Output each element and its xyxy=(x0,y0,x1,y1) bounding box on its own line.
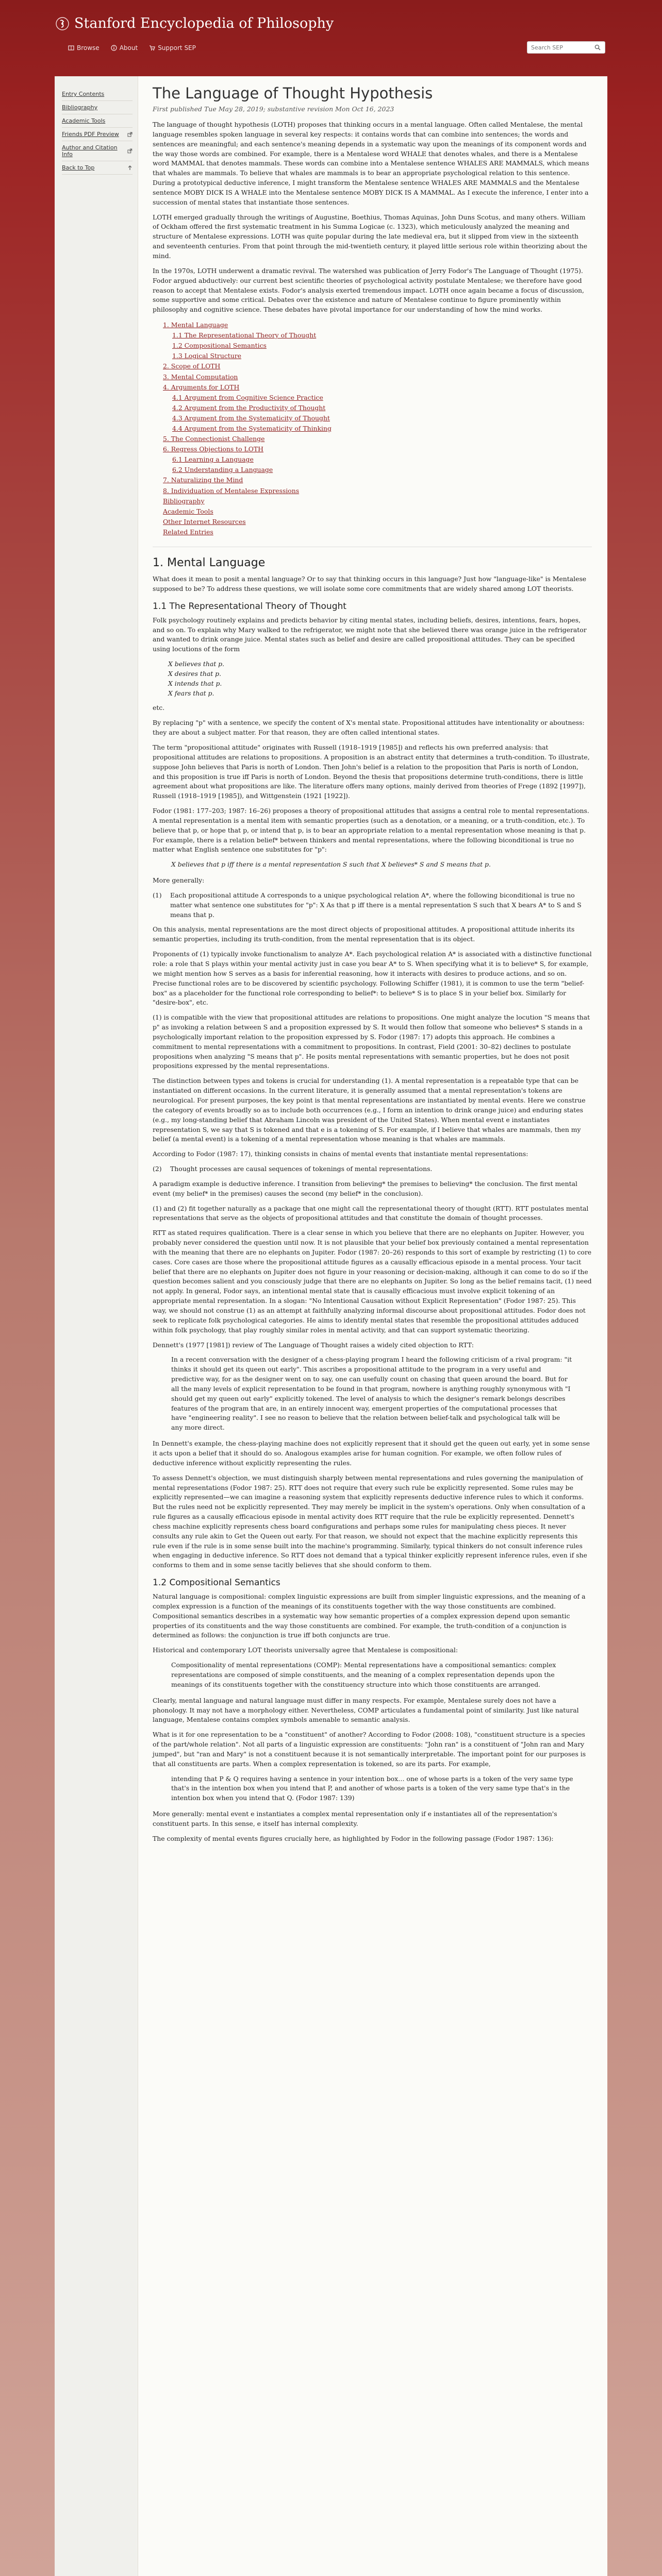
body-paragraph: By replacing "p" with a sentence, we specify the content of X's mental state. Propositional attitudes have intentionality or aboutness: they are about a subject matter. For that reason, they are often called intentional states. xyxy=(153,719,585,737)
toc-link[interactable]: 1.2 Compositional Semantics xyxy=(172,342,267,350)
attitude-item: X desires that p. xyxy=(168,669,222,677)
sidebar-item-citation-info[interactable] xyxy=(62,141,133,161)
article-main xyxy=(153,82,592,1849)
block-quote: intending that P & Q requires having a sentence in your intention box… one of whose parts is a token of the very same type that's in the intention box when you intend that P, and another of whose parts is a token of the very same type that's in the intention box when you intend that Q. (Fodor 1987: 139) xyxy=(171,1774,573,1802)
toc-link[interactable]: Academic Tools xyxy=(163,507,213,515)
nav-about[interactable] xyxy=(111,44,138,52)
site-title: Stanford Encyclopedia of Philosophy xyxy=(74,15,334,31)
block-quote: In a recent conversation with the designer of a chess-playing program I heard the following criticism of a rival program: "it thinks it should get its queen out early". This ascribes a propositional attitude to the program in a very useful and predictive way, for as the designer went on to say, one can usefully count on chasing that queen around the board. But for all the many levels of explicit representation to be found in that program, nowhere is anything roughly synonymous with "I should get my queen out early" explicitly tokened. The level of analysis to which the designer's remark belongs describes features of the program that are, in an entirely innocent way, emergent properties of the computational processes that have "engineering reality". I see no reason to believe that the relation between belief-talk and psychological talk will be any more direct. xyxy=(171,1355,572,1432)
external-link-icon xyxy=(127,132,133,137)
preamble-paragraph: The language of thought hypothesis (LOTH) proposes that thinking occurs in a mental language. Often called Mentalese, the mental language resembles spoken language in several key respects: it contains words that can combine into sentences; the words and sentences are meaningful; and each sentence's meaning depends in a systematic way upon the meanings of its component words and the way those words are combined. For example, there is a Mentalese word WHALE that denotes whales, and there is a Mentalese word MAMMAL that denotes mammals. These words can combine into a Mentalese sentence WHALES ARE MAMMALS, which means that whales are mammals. To believe that whales are mammals is to bear an appropriate psychological relation to this sentence. During a prototypical deductive inference, I might transform the Mentalese sentence WHALES ARE MAMMALS and the Mentalese sentence MOBY DICK IS A WHALE into the Mentalese sentence MOBY DICK IS A MAMMAL. As I execute the inference, I enter into a succession of mental states that instantiate those sentences. xyxy=(153,121,589,206)
nav-support-label: Support SEP xyxy=(158,44,196,52)
sidebar-item-entry-contents[interactable] xyxy=(62,88,133,101)
sidebar-item-label: Back to Top xyxy=(62,164,95,171)
sidebar-item-pdf-preview[interactable] xyxy=(62,128,133,141)
body-paragraph: Proponents of (1) typically invoke functionalism to analyze A*. Each psychological relation A* is associated with a distinctive functional role: a role that S plays within your mental activity just in case you bear A* to S. When specifying what it is to believe* S, for example, we might mention how S serves as a basis for inferential reasoning, how it interacts with desires to produce actions, and so on. Precise functional roles are to be discovered by scientific psychology. Following Schiffer (1981), it is common to use the term "belief-box" as a placeholder for the functional role corresponding to belief*: to believe* S is to place S in your belief box. Similarly for "desire-box", etc. xyxy=(153,950,592,1007)
sidebar-item-label: Entry Contents xyxy=(62,91,105,97)
body-paragraph: Clearly, mental language and natural language must differ in many respects. For example, Mentalese surely does not have a phonology. It may not have a morphology either. Nevertheless, COMP articulates a fundamental point of similarity. Just like natural language, Mentalese contains complex symbols amenable to semantic analysis. xyxy=(153,1696,579,1724)
body-paragraph: Natural language is compositional: complex linguistic expressions are built from simpler linguistic expressions, and the meaning of a complex expression is a function of the meanings of its constituents together with the way those constituents are combined. Compositional semantics describes in a systematic way how semantic properties of a complex expression depend upon semantic properties of its constituents and the way those constituents are combined. For example, the truth-condition of a conjunction is determined as follows: the conjunction is true iff both conjuncts are true. xyxy=(153,1592,586,1639)
body-paragraph: Historical and contemporary LOT theorists universally agree that Mentalese is compositional: xyxy=(153,1646,458,1654)
block-quote: Compositionality of mental representations (COMP): Mental representations have a compositional semantics: complex representations are composed of simple constituents, and the meaning of a complex representation depends upon the meanings of its constituents together with the constituency structure into which those constituents are arranged. xyxy=(171,1661,556,1688)
search-icon xyxy=(594,44,601,50)
toc-link[interactable]: 7. Naturalizing the Mind xyxy=(163,476,243,484)
toc-link[interactable]: 1.3 Logical Structure xyxy=(172,352,241,360)
toc-link[interactable]: 6. Regress Objections to LOTH xyxy=(163,445,263,453)
body-paragraph: Dennett's (1977 [1981]) review of The Language of Thought raises a widely cited objection to RTT: xyxy=(153,1341,474,1349)
body-paragraph: To assess Dennett's objection, we must distinguish sharply between mental representations and rules governing the manipulation of mental representations (Fodor 1987: 25). RTT does not require that every such rule be explicitly represented. Some rules may be explicitly represented—we can imagine a reasoning system that explicitly represents deductive inference rules to which it conforms. But the rules need not be explicitly represented. They may merely be implicit in the system's operations. Only when consultation of a rule figures as a causally efficacious episode in mental activity does RTT require that the rule be explicitly represented. Dennett's chess machine explicitly represents chess board configurations and perhaps some rules for manipulating chess pieces. It never consults any rule akin to Get the Queen out early. For that reason, we should not expect that the machine explicitly represents this rule even if the rule is in some sense built into the machine's programming. Similarly, typical thinkers do not consult inference rules when engaging in deductive inference. So RTT does not demand that a typical thinker explicitly represent inference rules, even if she conforms to them and in some sense tacitly believes that she should conform to them. xyxy=(153,1473,587,1569)
toc-link[interactable]: 1. Mental Language xyxy=(163,321,228,329)
thesis-number: (1) xyxy=(153,891,162,899)
info-icon xyxy=(111,45,117,51)
toc-link[interactable]: 1.1 The Representational Theory of Thought xyxy=(172,331,317,340)
body-paragraph: What is it for one representation to be a "constituent" of another? According to Fodor (2008: 108), "constituent structure is a species of the part/whole relation". Not all parts of a linguistic expression are constituents: "John ran" is a constituent of "John ran and Mary jumped", but "ran and Mary" is not a constituent because it is not semantically interpretable. The important point for our purposes is that all constituents are parts. When a complex representation is tokened, so are its parts. For example, xyxy=(153,1731,586,1768)
toc-link[interactable]: Related Entries xyxy=(163,528,213,536)
sidebar-item-academic-tools[interactable] xyxy=(62,114,133,128)
body-paragraph: More generally: xyxy=(153,876,205,885)
subsection-heading: 1.2 Compositional Semantics xyxy=(153,1578,280,1588)
site-logo[interactable] xyxy=(56,15,334,31)
body-paragraph: More generally: mental event e instantiates a complex mental representation only if e instantiates all of the representation's constituent parts. In this sense, e itself has internal complexity. xyxy=(153,1810,557,1827)
up-arrow-icon xyxy=(127,165,133,171)
body-paragraph: Folk psychology routinely explains and predicts behavior by citing mental states, including beliefs, desires, intentions, fears, hopes, and so on. To explain why Mary walked to the refrigerator, we might note that she believed there was orange juice in the refrigerator and wanted to drink orange juice. Mental states such as belief and desire are called propositional attitudes. They can be specified using locutions of the form xyxy=(153,616,587,653)
block-quote: X believes that p iff there is a mental representation S such that X believes* S and S means that p. xyxy=(171,860,491,869)
content-card xyxy=(55,76,607,2576)
toc-link[interactable]: 8. Individuation of Mentalese Expressions xyxy=(163,486,300,495)
body-paragraph: A paradigm example is deductive inference. I transition from believing* the premises to believing* the conclusion. The first mental event (my belief* in the premises) causes the second (my belief* in the conclusion). xyxy=(153,1179,577,1197)
toc-link[interactable]: 3. Mental Computation xyxy=(163,372,238,381)
body-paragraph: In Dennett's example, the chess-playing machine does not explicitly represent that it should get the queen out early, yet in some sense it acts upon a belief that it should do so. Analogous examples arise for human cognition. For example, we often follow rules of deductive inference without explicitly representing the rules. xyxy=(153,1439,590,1467)
body-paragraph: (1) and (2) fit together naturally as a package that one might call the representational theory of thought (RTT). RTT postulates mental representations that serve as the objects of propositional attitudes and that constitute the domain of thought processes. xyxy=(153,1204,589,1222)
numbered-thesis xyxy=(153,891,592,920)
body-paragraph: What does it mean to posit a mental language? Or to say that thinking occurs in this language? Just how "language-like" is Mentalese supposed to be? To address these questions, we will isolate some core commitments that are widely shared among LOT theorists. xyxy=(153,575,587,592)
toc-link[interactable]: Bibliography xyxy=(163,497,205,505)
toc-link[interactable]: 5. The Connectionist Challenge xyxy=(163,435,265,443)
body-paragraph: The term "propositional attitude" originates with Russell (1918–1919 [1985]) and reflects his own preferred analysis: that propositional attitudes are relations to propositions. A proposition is an abstract entity that determines a truth-condition. To illustrate, suppose John believes that Paris is north of London. Then John's belief is a relation to the proposition that Paris is north of London, and this proposition is true iff Paris is north of London. Beyond the thesis that propositions determine truth-conditions, there is little agreement about what propositions are like. The literature offers many options, mainly derived from theories of Frege (1892 [1997]), Russell (1918–1919 [1985]), and Wittgenstein (1921 [1922]). xyxy=(153,743,590,800)
article-title: The Language of Thought Hypothesis xyxy=(153,84,433,102)
thesis-text: Each propositional attitude A corresponds to a unique psychological relation A*, where the following biconditional is true no matter what sentence one substitutes for "p": X As that p iff there is a mental representation S such that X bears A* to S and S means that p. xyxy=(170,891,582,919)
body-paragraph: RTT as stated requires qualification. There is a clear sense in which you believe that there are no elephants on Jupiter. However, you probably never considered the question until now. It is not plausible that your belief box previously contained a mental representation with the meaning that there are no elephants on Jupiter. Fodor (1987: 20–26) responds to this sort of example by restricting (1) to core cases. Core cases are those where the propositional attitude figures as a causally efficacious episode in a mental process. Your tacit belief that there are no elephants on Jupiter does not figure in your reasoning or decision-making, although it can come to do so if the question becomes salient and you consciously judge that there are no elephants on Jupiter. So long as the belief remains tacit, (1) need not apply. In general, Fodor says, an intentional mental state that is causally efficacious must involve explicit tokening of an appropriate mental representation. In a slogan: "No Intentional Causation without Explicit Representation" (Fodor 1987: 25). This way, we should not construe (1) as an attempt at faithfully analyzing informal discourse about propositional attitudes. Fodor does not seek to replicate folk psychological categories. He aims to identify mental states that resemble the propositional attitudes adduced within folk psychology, that play roughly similar roles in mental activity, and that can support systematic theorizing. xyxy=(153,1229,592,1334)
toc-link[interactable]: 2. Scope of LOTH xyxy=(163,362,221,370)
entry-sidebar xyxy=(55,76,138,2576)
body-paragraph: The distinction between types and tokens is crucial for understanding (1). A mental representation is a repeatable type that can be instantiated on different occasions. In the current literature, it is generally assumed that a mental representation's tokens are neurological. For present purposes, the key point is that mental representations are instantiated by mental events. Here we construe the category of events broadly so as to include both occurrences (e.g., I form an intention to drink orange juice) and enduring states (e.g., my long-standing belief that Abraham Lincoln was president of the United States). When mental event e instantiates representation S, we say that S is tokened and that e is a tokening of S. For example, if I believe that whales are mammals, then my belief (a mental event) is a tokening of a mental representation whose meaning is that whales are mammals. xyxy=(153,1077,586,1143)
body-paragraph: The complexity of mental events figures crucially here, as highlighted by Fodor in the following passage (Fodor 1987: 136): xyxy=(153,1834,554,1842)
body-paragraph: Fodor (1981: 177–203; 1987: 16–26) proposes a theory of propositional attitudes that assigns a central role to mental representations. A mental representation is a mental item with semantic properties (such as a denotation, or a meaning, or a truth-condition, etc.). To believe that p, or hope that p, or intend that p, is to bear an appropriate relation to a mental representation whose meaning is that p. For example, there is a relation belief* between thinkers and mental representations, where the following biconditional is true no matter what English sentence one substitutes for "p": xyxy=(153,807,589,854)
toc-link[interactable]: 4.1 Argument from Cognitive Science Practice xyxy=(172,393,323,401)
sidebar-item-bibliography[interactable] xyxy=(62,101,133,114)
toc-link[interactable]: 6.1 Learning a Language xyxy=(172,455,254,464)
table-of-contents xyxy=(163,320,592,537)
cart-icon xyxy=(149,45,155,51)
toc-link[interactable]: 4.2 Argument from the Productivity of Thought xyxy=(172,403,326,412)
attitude-item: X fears that p. xyxy=(168,689,214,697)
search-box xyxy=(527,41,605,54)
thesis-text: Thought processes are causal sequences of tokenings of mental representations. xyxy=(170,1165,433,1173)
publication-info: First published Tue May 28, 2019; substantive revision Mon Oct 16, 2023 xyxy=(153,105,394,113)
nav-browse[interactable] xyxy=(68,44,100,52)
top-navigation xyxy=(68,44,196,52)
thesis-number: (2) xyxy=(153,1165,162,1173)
attitude-item: X intends that p. xyxy=(168,679,222,687)
nav-support[interactable] xyxy=(149,44,196,52)
body-paragraph: etc. xyxy=(153,704,165,712)
sidebar-item-back-to-top[interactable] xyxy=(62,161,133,175)
attitude-item: X believes that p. xyxy=(168,660,225,668)
toc-link[interactable]: 4.3 Argument from the Systematicity of Thought xyxy=(172,414,330,422)
section-heading: 1. Mental Language xyxy=(153,556,266,569)
preamble-paragraph: In the 1970s, LOTH underwent a dramatic revival. The watershed was publication of Jerry Fodor's The Language of Thought (1975). Fodor argued abductively: our current best scientific theories of psychological activity postulate Mentalese; we therefore have good reason to accept that Mentalese exists. Fodor's analysis exerted tremendous impact. LOTH once again became a focus of discussion, some supportive and some critical. Debates over the existence and nature of Mentalese continue to figure prominently within philosophy and cognitive science. These debates have pivotal importance for our understanding of how the mind works. xyxy=(153,266,584,314)
search-input[interactable] xyxy=(527,42,591,53)
body-paragraph: On this analysis, mental representations are the most direct objects of propositional attitudes. A propositional attitude inherits its semantic properties, including its truth-condition, from the mental representation that is its object. xyxy=(153,925,575,943)
preamble-paragraph: LOTH emerged gradually through the writings of Augustine, Boethius, Thomas Aquinas, John Duns Scotus, and many others. William of Ockham offered the first systematic treatment in his Summa Logicae (c. 1323), which meticulously analyzed the meaning and structure of Mentalese expressions. LOTH was quite popular during the late medieval era, but it slipped from view in the sixteenth and seventeenth centuries. From that point through the mid-twentieth century, it played little serious role within theorizing about the mind. xyxy=(153,213,588,260)
nav-browse-label: Browse xyxy=(77,44,100,52)
search-button[interactable] xyxy=(591,42,604,53)
sidebar-item-label: Friends PDF Preview xyxy=(62,131,119,138)
body-paragraph: According to Fodor (1987: 17), thinking consists in chains of mental events that instantiate mental representations: xyxy=(153,1150,528,1158)
sidebar-item-label: Author and Citation Info xyxy=(62,144,118,158)
toc-link[interactable]: Other Internet Resources xyxy=(163,517,246,526)
book-icon xyxy=(68,45,74,51)
toc-link[interactable]: 4.4 Argument from the Systematicity of Thinking xyxy=(172,424,332,432)
toc-link[interactable]: 4. Arguments for LOTH xyxy=(163,383,240,391)
site-header xyxy=(0,0,662,62)
numbered-thesis xyxy=(153,1164,592,1174)
sidebar-item-label: Academic Tools xyxy=(62,117,106,124)
attitude-list xyxy=(153,659,592,698)
nav-about-label: About xyxy=(119,44,138,52)
subsection-heading: 1.1 The Representational Theory of Thought xyxy=(153,601,346,612)
sep-seal-icon xyxy=(56,17,69,30)
sidebar-item-label: Bibliography xyxy=(62,104,98,111)
body-paragraph: (1) is compatible with the view that propositional attitudes are relations to propositions. One might analyze the locution "S means that p" as invoking a relation between S and a proposition expressed by S. It would then follow that someone who believes* S stands in a psychologically important relation to the proposition expressed by S. Fodor (1987: 17) adopts this approach. He combines a commitment to mental representations with a commitment to propositions. In contrast, Field (2001: 30–82) declines to postulate propositions when analyzing "S means that p". He posits mental representations with semantic properties, but he does not posit propositions expressed by the mental representations. xyxy=(153,1013,590,1070)
external-link-icon xyxy=(127,148,133,154)
toc-link[interactable]: 6.2 Understanding a Language xyxy=(172,466,273,474)
